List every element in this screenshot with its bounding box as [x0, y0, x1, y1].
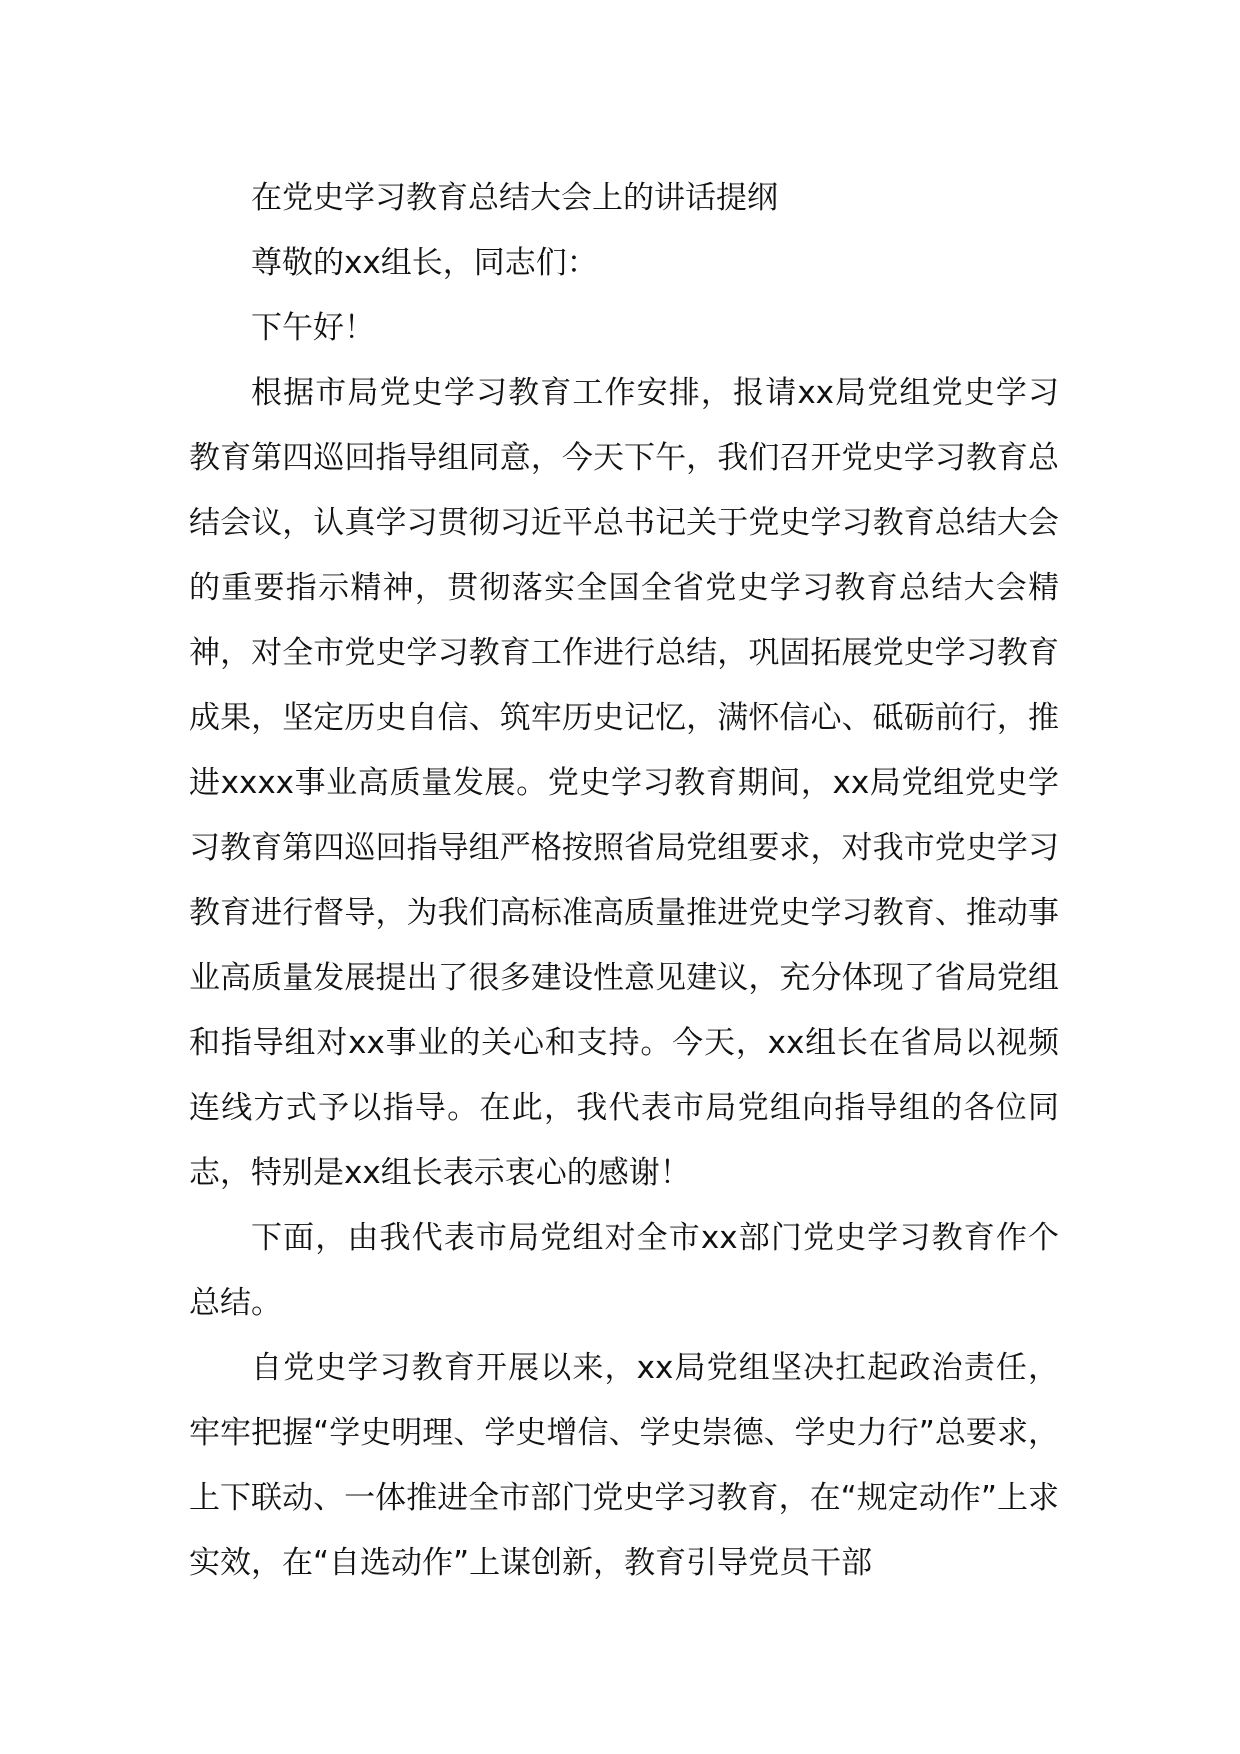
paragraph-1: 根据市局党史学习教育工作安排，报请xx局党组党史学习教育第四巡回指导组同意，今天下午，我们召开党史学习教育总结会议，认真学习贯彻习近平总书记关于党史学习教育总结大会的重要指示精神，贯彻落实全国全省党史学习教育总结大会精神，对全市党史学习教育工作进行总结，巩固拓展党史学习教育成果，坚定历史自信、筑牢历史记忆，满怀信心、砥砺前行，推进xxxx事业高质量发展。党史学习教育期间，xx局党组党史学习教育第四巡回指导组严格按照省局党组要求，对我市党史学习教育进行督导，为我们高标准高质量推进党史学习教育、推动事业高质量发展提出了很多建设性意见建议，充分体现了省局党组和指导组对xx事业的关心和支持。今天，xx组长在省局以视频连线方式予以指导。在此，我代表市局党组向指导组的各位同志，特别是xx组长表示衷心的感谢！ — [189, 375, 1059, 1191]
paragraph-3: 自党史学习教育开展以来，xx局党组坚决扛起政治责任，牢牢把握“学史明理、学史增信、学史崇德、学史力行”总要求，上下联动、一体推进全市部门党史学习教育，在“规定动作”上求实效，在“自选动作”上谋创新，教育引导党员干部 — [189, 1350, 1059, 1581]
paragraph-2: 下面，由我代表市局党组对全市xx部门党史学习教育作个总结。 — [189, 1220, 1059, 1321]
greeting: 下午好！ — [251, 310, 375, 346]
salutation: 尊敬的xx组长，同志们： — [251, 245, 598, 281]
document-body — [189, 166, 1059, 1596]
document-title: 在党史学习教育总结大会上的讲话提纲 — [251, 180, 778, 216]
